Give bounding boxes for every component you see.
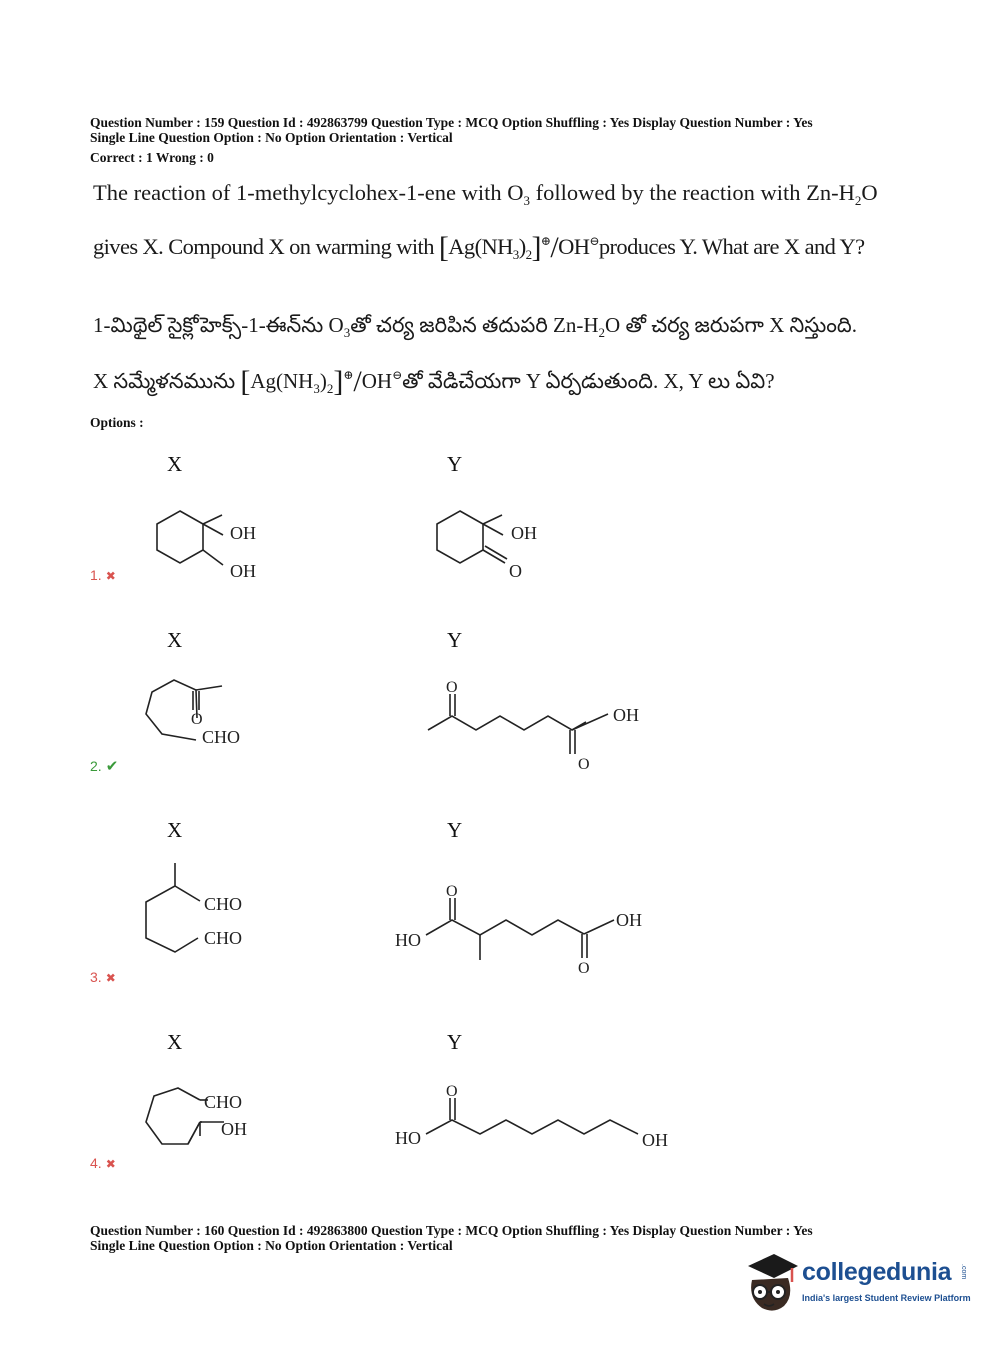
option2-x-structure [130, 670, 280, 755]
option-3[interactable]: 3. ✖ [90, 969, 116, 985]
option1-y-group: OH [511, 523, 537, 543]
option-1[interactable]: 1. ✖ [90, 567, 116, 583]
wrong-mark-icon: ✖ [105, 569, 116, 583]
option3-y-group: HO [395, 930, 421, 950]
option2-y-group: O [446, 679, 458, 696]
question-text-telugu-line1: 1-మిథైల్ సైక్లోహెక్స్-1-ఈన్‌ను $O_3తో$ చర్య జరిపిన తదుపరి $Zn-H_2O$ తో చర్య జరుపగా X నిస్తుంది. [93, 313, 857, 340]
option2-y-structure [420, 676, 660, 771]
option4-y-label: Y [447, 1030, 463, 1054]
option4-x-group: OH [221, 1119, 247, 1139]
question-text-telugu-line2: X సమ్మేళనమును $[Ag(NH_3)_2]^\oplus/OH^⊖తో$ వేడిచేయగా Y ఏర్పడుతుంది. X, Y లు ఏవి? [93, 365, 775, 398]
option1-x-label: X [167, 452, 183, 476]
mascot-icon [742, 1250, 800, 1316]
option2-x-group: CHO [202, 727, 241, 747]
option3-y-structure [392, 880, 662, 980]
wrong-mark-icon: ✖ [105, 971, 116, 985]
option1-x-structure [130, 495, 280, 590]
q159-marks: Correct : 1 Wrong : 0 [90, 150, 214, 165]
option3-y-label: Y [447, 818, 463, 842]
wrong-mark-icon: ✖ [105, 1157, 116, 1171]
logo-tagline: India's largest Student Review Platform [802, 1293, 971, 1303]
question-text-english-line1: The reaction of 1-methylcyclohex-1-ene with $O_3$ followed by the reaction with $Zn-H_2O$ [93, 180, 878, 208]
option1-y-label: Y [447, 452, 463, 476]
option3-x-structure [130, 858, 280, 958]
logo-domain: .com [960, 1264, 967, 1280]
option1-y-group: O [509, 561, 522, 581]
q159-meta-line2: Single Line Question Option : No Option Orientation : Vertical [90, 130, 453, 145]
option3-y-group: O [578, 960, 590, 977]
option4-x-group: CHO [204, 1092, 243, 1112]
option3-y-group: OH [616, 910, 642, 930]
options-label: Options : [90, 415, 144, 430]
option3-x-group: CHO [204, 894, 243, 914]
option2-y-group: O [578, 756, 590, 773]
option2-x-label: X [167, 628, 183, 652]
option3-y-group: O [446, 883, 458, 900]
correct-mark-icon: ✔ [105, 758, 119, 775]
option2-y-group: OH [613, 705, 639, 725]
option1-x-group: OH [230, 523, 256, 543]
q160-meta-line1: Question Number : 160 Question Id : 492863800 Question Type : MCQ Option Shuffling : Yes Display Question Number : Yes [90, 1223, 813, 1238]
option4-y-group: HO [395, 1128, 421, 1148]
option-2[interactable]: 2. ✔ [90, 758, 119, 775]
collegedunia-logo[interactable] [742, 1250, 974, 1318]
logo-wordmark: collegedunia [802, 1258, 952, 1286]
q159-meta-line1: Question Number : 159 Question Id : 492863799 Question Type : MCQ Option Shuffling : Yes Display Question Number : Yes [90, 115, 813, 130]
option3-x-label: X [167, 818, 183, 842]
option2-y-label: Y [447, 628, 463, 652]
option4-y-group: OH [642, 1130, 668, 1150]
option4-x-label: X [167, 1030, 183, 1054]
option4-x-structure [130, 1080, 280, 1155]
option2-x-group: O [191, 711, 203, 728]
q160-meta-line2: Single Line Question Option : No Option Orientation : Vertical [90, 1238, 453, 1253]
question-text-english-line2: gives X. Compound X on warming with $[Ag(NH_3)_2]^\oplus/OH^⊖produces$ Y. What are X and Y? [93, 231, 865, 264]
option4-y-group: O [446, 1083, 458, 1100]
option-4[interactable]: 4. ✖ [90, 1155, 116, 1171]
option1-x-group: OH [230, 561, 256, 581]
option3-x-group: CHO [204, 928, 243, 948]
option1-y-structure [410, 495, 560, 590]
option4-y-structure [392, 1082, 682, 1157]
